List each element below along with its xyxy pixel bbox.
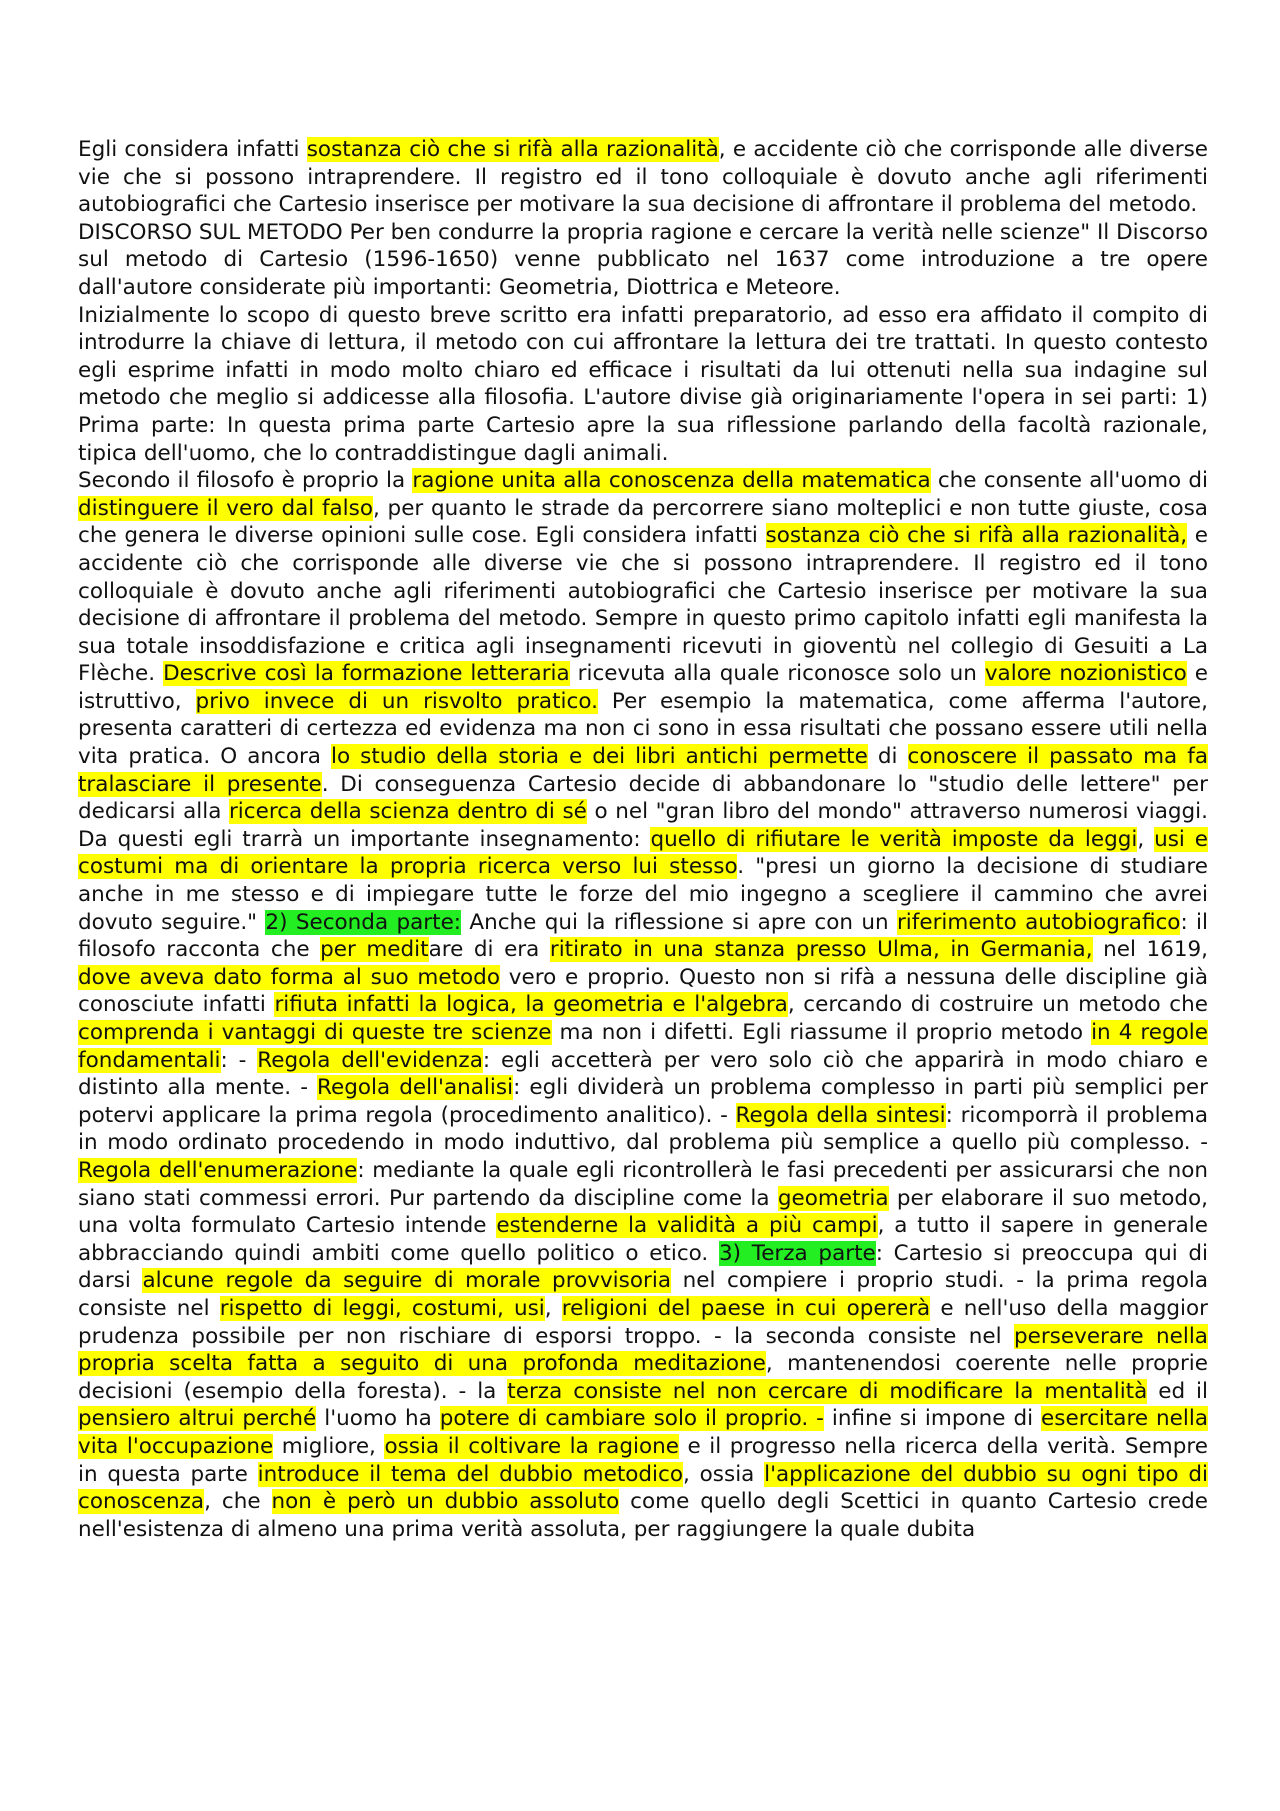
highlighted-text: distinguere il vero dal falso: [78, 495, 374, 521]
text-run: are di era: [428, 937, 550, 963]
highlighted-text: ricerca della scienza dentro di sé: [228, 799, 587, 825]
text-run: e il progresso nella ricerca della verità. Sempre in questa parte: [78, 1433, 1208, 1487]
text-run: o nel "gran libro del mondo" attraverso numerosi viaggi. Da questi egli trarrà un importante insegnamento:: [78, 799, 1208, 852]
paragraph: [78, 467, 1208, 1543]
text-run: di: [867, 744, 908, 770]
text-run: ma non i difetti. Egli riassume il proprio metodo: [551, 1020, 1092, 1045]
highlighted-text: religioni del paese in cui opererà: [561, 1295, 931, 1321]
highlighted-text: ragione unita alla conoscenza della matematica: [412, 468, 931, 494]
text-run: e accidente ciò che corrisponde alle diverse vie che si possono intraprendere. Il registro ed il tono colloquiale è dovuto anche agli riferimenti autobiografici che Cartesio inserisce per motivare la sua decisione di affrontare il problema del metodo. Sempre in questo primo capitolo infatti egli manifesta la sua totale insoddisfazione e critica agli insegnamenti ricevuti in gioventù nel collegio di Gesuiti a La Flèche.: [78, 523, 1208, 687]
text-run: : egli dividerà un problema complesso in parti più semplici per potervi applicare la prima regola (procedimento analitico). -: [78, 1075, 1208, 1128]
text-run: , che: [204, 1489, 272, 1515]
paragraph: [78, 136, 1208, 219]
highlighted-text: ossia il coltivare la ragione: [384, 1433, 679, 1459]
highlighted-text: perseverare nella propria scelta fatta a seguito di una profonda meditazione: [78, 1323, 1208, 1377]
highlighted-text: lo studio della storia e dei libri antichi permette: [331, 744, 868, 770]
text-run: ,: [1137, 826, 1155, 852]
text-run: : il filosofo racconta che: [78, 909, 1209, 963]
text-run: l'uomo ha: [316, 1406, 440, 1432]
text-run: : mediante la quale egli ricontrollerà le fasi precedenti per assicurarsi che non siano stati commessi errori. Pur partendo da discipline come la: [78, 1157, 1208, 1211]
highlighted-text: ritirato in una stanza presso Ulma, in Germania,: [549, 937, 1093, 963]
text-run: nel compiere i proprio studi. - la prima regola consiste nel: [78, 1268, 1209, 1321]
highlighted-text: pensiero altrui perché: [78, 1406, 317, 1432]
highlighted-heading: 3) Terza parte: [718, 1240, 876, 1266]
text-run: : egli accetterà per vero solo ciò che apparirà in modo chiaro e distinto alla mente. -: [78, 1047, 1208, 1101]
highlighted-heading: 2) Seconda parte:: [265, 909, 462, 935]
text-run: : ricomporrà il problema in modo ordinato procedendo in modo induttivo, dal problema più semplice a quello più complesso. -: [78, 1102, 1208, 1156]
text-run: migliore,: [273, 1433, 385, 1459]
paragraph: [78, 219, 1208, 302]
text-run: , mantenendosi coerente nelle proprie decisioni (esempio della foresta). - la: [78, 1351, 1208, 1404]
highlighted-text: valore nozionistico: [984, 661, 1187, 687]
highlighted-text: l'applicazione del dubbio su ogni tipo di conoscenza: [78, 1461, 1208, 1515]
highlighted-text: Regola dell'enumerazione: [78, 1157, 358, 1183]
text-run: ,: [544, 1295, 562, 1321]
text-run: che consente all'uomo di: [930, 468, 1208, 494]
highlighted-text: Regola della sintesi: [735, 1102, 946, 1128]
text-run: , e accidente ciò che corrisponde alle diverse vie che si possono intraprendere. Il registro ed il tono colloquiale è dovuto anche agli riferimenti autobiografici che Cartesio inserisce per motivare la sua decisione di affrontare il problema del metodo.: [78, 137, 1208, 218]
text-run: Per esempio la matematica, come afferma l'autore, presenta caratteri di certezza ed evidenza ma non ci sono in essa risultati che possano essere utili nella vita pratica. O ancora: [78, 688, 1208, 770]
text-run: ricevuta alla quale riconosce solo un: [569, 661, 985, 687]
text-run: ed il: [1147, 1378, 1208, 1404]
highlighted-text: usi e costumi ma di orientare la propria ricerca verso lui stesso: [78, 826, 1208, 880]
document-page: [78, 136, 1208, 1543]
text-run: : Cartesio si preoccupa qui di darsi: [78, 1240, 1208, 1294]
text-run: vero e proprio. Questo non si rifà a nessuna delle discipline già conosciute infatti: [78, 964, 1208, 1018]
highlighted-text: Regola dell'evidenza: [257, 1047, 483, 1073]
text-run: , per quanto le strade da percorrere siano molteplici e non tutte giuste, cosa che genera le diverse opinioni sulle cose. Egli considera infatti: [78, 495, 1208, 549]
text-run: come quello degli Scettici in quanto Cartesio crede nell'esistenza di almeno una prima verità assoluta, per raggiungere la quale dubita: [78, 1489, 1208, 1542]
text-run: . Di conseguenza Cartesio decide di abbandonare lo "studio delle lettere" per dedicarsi alla: [78, 771, 1209, 825]
highlighted-text: non è però un dubbio assoluto: [271, 1489, 620, 1515]
text-run: infine si impone di: [823, 1406, 1042, 1432]
highlighted-text: sostanza ciò che si rifà alla razionalità,: [765, 523, 1188, 549]
highlighted-text: comprenda i vantaggi di queste tre scienze: [78, 1020, 552, 1045]
text-run: nel 1619,: [1092, 937, 1209, 963]
text-run: Inizialmente lo scopo di questo breve scritto era infatti preparatorio, ad esso era affidato il compito di introdurre la chiave di lettura, il metodo con cui affrontare la lettura dei tre trattati. In questo contesto egli esprime infatti in modo molto chiaro ed efficace i risultati da lui ottenuti nella sua indagine sul metodo che meglio si addicesse alla filosofia. L'autore divise già originariamente l'opera in sei parti: 1) Prima parte: In questa prima parte Cartesio apre la sua riflessione parlando della facoltà razionale, tipica dell'uomo, che lo contraddistingue dagli animali.: [78, 302, 1208, 466]
highlighted-text: in 4 regole fondamentali: [78, 1020, 1208, 1073]
highlighted-text: esercitare nella vita l'occupazione: [78, 1406, 1208, 1459]
text-run: Egli considera infatti: [78, 137, 307, 162]
text-run: : -: [220, 1047, 258, 1073]
highlighted-text: conoscere il passato ma fa tralasciare il presente: [78, 744, 1209, 797]
highlighted-text: Regola dell'analisi: [317, 1075, 514, 1101]
text-run: Anche qui la riflessione si apre con un: [461, 909, 897, 935]
text-run: . "presi un giorno la decisione di studiare anche in me stesso e di impiegare tutte le forze del mio ingegno a scegliere il cammino che avrei dovuto seguire.": [78, 854, 1208, 935]
highlighted-text: geometria: [777, 1185, 889, 1211]
highlighted-text: estenderne la validità a più campi: [496, 1213, 878, 1239]
highlighted-text: potere di cambiare solo il proprio. -: [439, 1406, 824, 1432]
text-run: , ossia: [683, 1461, 765, 1487]
paragraph: [78, 302, 1208, 468]
highlighted-text: privo invece di un risvolto pratico.: [195, 688, 598, 714]
highlighted-text: Descrive così la formazione letteraria: [163, 661, 570, 687]
highlighted-text: sostanza ciò che si rifà alla razionalità: [306, 137, 719, 162]
text-run: , a tutto il sapere in generale abbracciando quindi ambiti come quello politico o etico.: [78, 1213, 1209, 1266]
text-run: e istruttivo,: [78, 661, 1208, 714]
text-run: e nell'uso della maggior prudenza possibile per non rischiare di esporsi troppo. - la seconda consiste nel: [78, 1295, 1208, 1349]
highlighted-text: rispetto di leggi, costumi, usi: [219, 1295, 545, 1321]
text-run: DISCORSO SUL METODO Per ben condurre la propria ragione e cercare la verità nelle scienze" Il Discorso sul metodo di Cartesio (1596-1650) venne pubblicato nel 1637 come introduzione a tre opere dall'autore considerate più importanti: Geometria, Diottrica e Meteore.: [78, 219, 1208, 300]
highlighted-text: alcune regole da seguire di morale provvisoria: [142, 1268, 671, 1294]
highlighted-text: riferimento autobiografico: [896, 909, 1181, 935]
text-run: , cercando di costruire un metodo che: [787, 992, 1208, 1018]
highlighted-text: terza consiste nel non cercare di modificare la mentalità: [507, 1378, 1148, 1404]
highlighted-text: per medit: [320, 937, 429, 963]
text-run: per elaborare il suo metodo, una volta formulato Cartesio intende: [78, 1185, 1208, 1239]
highlighted-text: dove aveva dato forma al suo metodo: [78, 964, 500, 990]
highlighted-text: introduce il tema del dubbio metodico: [257, 1461, 684, 1487]
text-run: Secondo il filosofo è proprio la: [78, 468, 413, 494]
highlighted-text: quello di rifiutare le verità imposte da leggi: [650, 826, 1138, 852]
highlighted-text: rifiuta infatti la logica, la geometria e l'algebra: [274, 992, 788, 1018]
